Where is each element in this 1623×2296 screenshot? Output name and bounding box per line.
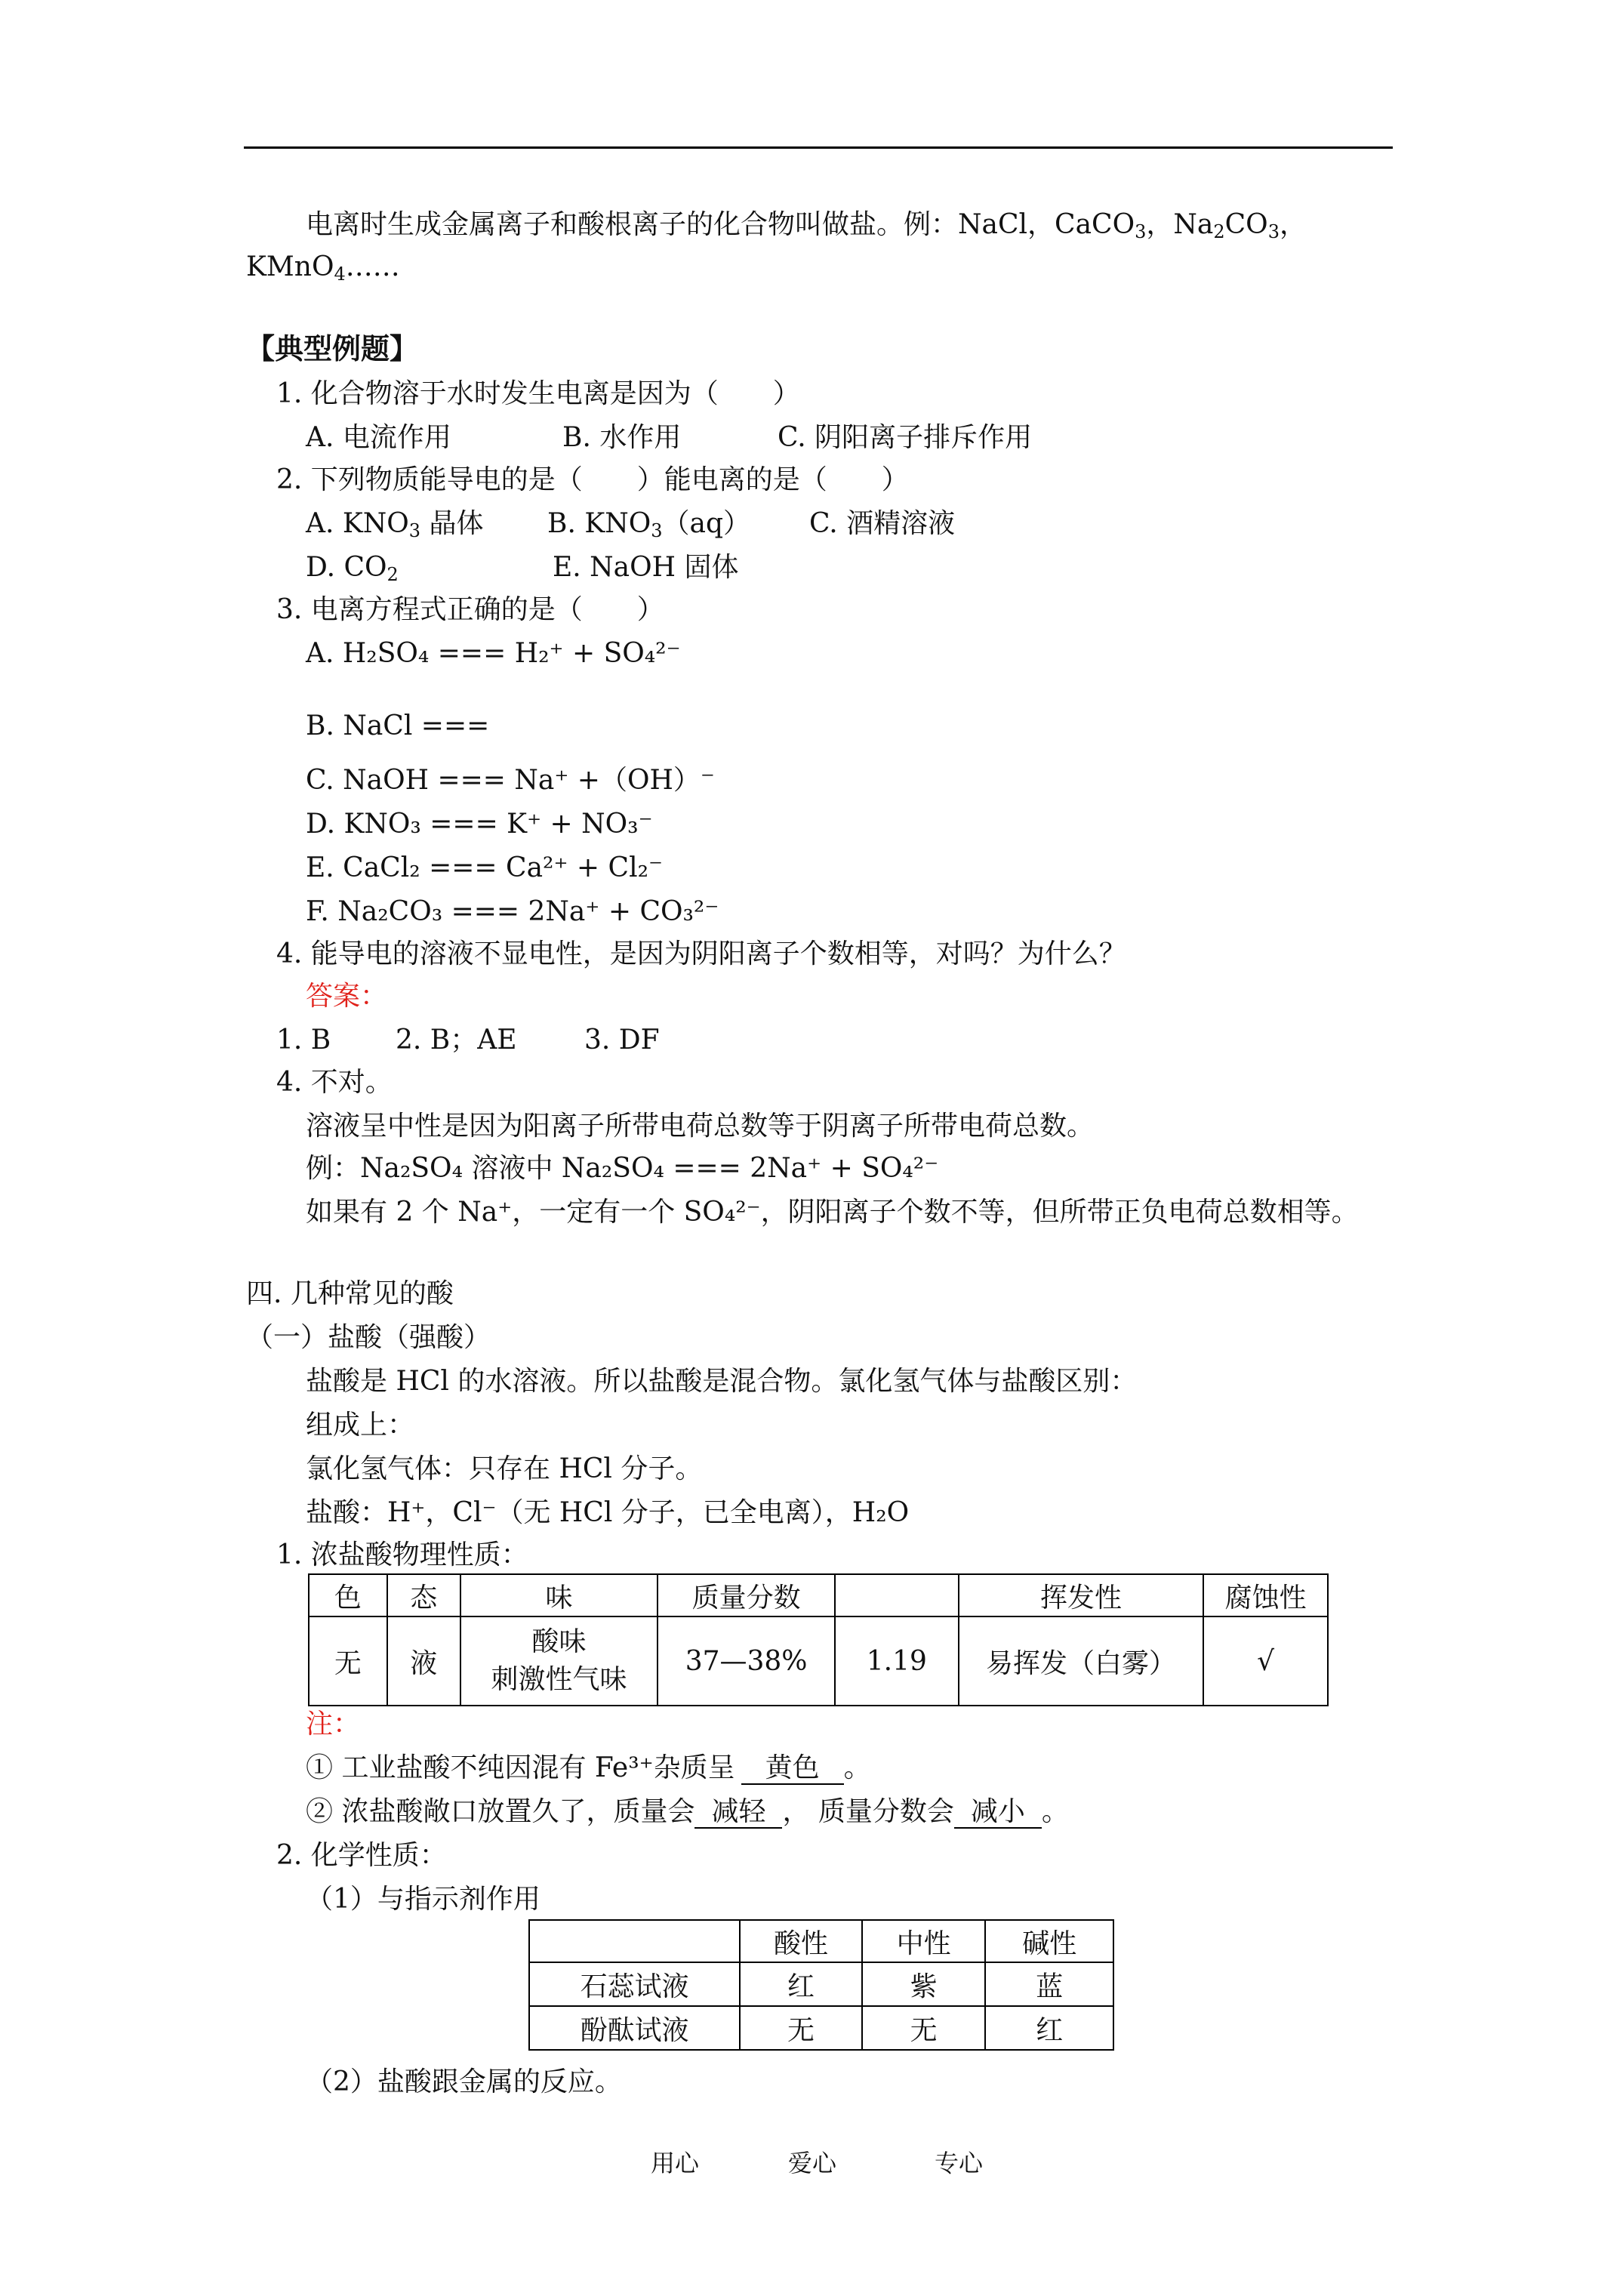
answer-4-line-1: 溶液呈中性是因为阳离子所带电荷总数等于阴离子所带电荷总数。	[306, 1111, 1095, 1142]
note-1-answer-blank: 黄色	[741, 1753, 844, 1785]
table-cell: 红	[740, 1962, 862, 2006]
answer-3: 3. DF	[584, 1025, 660, 1056]
part4-para-1: 盐酸是 HCl 的水溶液。所以盐酸是混合物。氯化氢气体与盐酸区别：	[306, 1366, 1138, 1397]
note-2-answer-blank-2: 减小	[954, 1797, 1042, 1829]
sub-item-2: （2）盐酸跟金属的反应。	[306, 2066, 622, 2097]
table-cell: 酚酞试液	[529, 2006, 740, 2050]
question-3: 3. 电离方程式正确的是（ ）	[276, 594, 664, 625]
q2-option-b: B. $KNO_3(aq)$	[547, 508, 751, 541]
item-1-title: 1. 浓盐酸物理性质：	[276, 1539, 528, 1570]
note-2: ② 浓盐酸敞口放置久了，质量会 减轻 ， 质量分数会 减小 。	[306, 1796, 1069, 1827]
q3-option-d: D. KNO₃ === K⁺ + NO₃⁻	[306, 809, 653, 840]
part4-title: 四. 几种常见的酸	[246, 1278, 454, 1309]
q3-option-b: B. NaCl ===	[306, 710, 490, 741]
item-2-title: 2. 化学性质：	[276, 1840, 447, 1871]
note-label: 注：	[306, 1709, 361, 1740]
q3-option-e: E. CaCl₂ === Ca²⁺ + Cl₂⁻	[306, 852, 664, 883]
part4-para-4: 盐酸：H⁺，Cl⁻（无 HCl 分子，已全电离），H₂O	[306, 1497, 910, 1528]
table-cell: 红	[985, 2006, 1113, 2050]
note-1: ① 工业盐酸不纯因混有 Fe³⁺杂质呈 黄色 。	[306, 1752, 871, 1783]
header-cell: 色	[309, 1574, 387, 1616]
table-cell	[460, 1616, 658, 1706]
footer-text-1: 用心	[651, 2149, 700, 2177]
header-cell: 中性	[862, 1920, 986, 1962]
q2-option-a: A. $KNO_3$ 晶体	[306, 508, 484, 541]
smell-line-2: 刺激性气味	[491, 1664, 627, 1695]
table-cell: 蓝	[985, 1962, 1113, 2006]
answer-4: 4. 不对。	[276, 1067, 393, 1098]
table-header-row	[309, 1574, 1328, 1616]
header-cell: 碱性	[985, 1920, 1113, 1962]
physical-properties-table	[308, 1573, 1329, 1706]
question-4: 4. 能导电的溶液不显电性，是因为阴阳离子个数相等，对吗？为什么？	[276, 938, 1126, 969]
header-cell: 味	[460, 1574, 658, 1616]
question-1: 1. 化合物溶于水时发生电离是因为（ ）	[276, 378, 800, 409]
question-2: 2. 下列物质能导电的是（ ）能电离的是（ ）	[276, 464, 909, 495]
q2-option-c: C. 酒精溶液	[809, 508, 956, 539]
q1-option-b: B. 水作用	[562, 422, 682, 453]
table-cell: 1.19	[835, 1616, 959, 1706]
header-rule	[244, 146, 1393, 149]
table-cell: 无	[309, 1616, 387, 1706]
sub-item-1: （1）与指示剂作用	[306, 1884, 540, 1915]
q2-option-e: E. NaOH 固体	[553, 552, 739, 583]
answer-4-line-2: 例：Na₂SO₄ 溶液中 Na₂SO₄ === 2Na⁺ + SO₄²⁻	[306, 1153, 939, 1184]
header-cell: 腐蚀性	[1203, 1574, 1328, 1616]
table-cell: 无	[740, 2006, 862, 2050]
intro-line-2: KMnO$_4$……	[246, 251, 400, 285]
table-cell: 紫	[862, 1962, 986, 2006]
answer-1: 1. B	[276, 1025, 331, 1056]
table-cell: 37—38%	[658, 1616, 835, 1706]
q3-option-a: A. H₂SO₄ === H₂⁺ + SO₄²⁻	[306, 638, 681, 669]
intro-line-1: 电离时生成金属离子和酸根离子的化合物叫做盐。例：NaCl，CaCO$_3$，$Na_2CO_3$，	[306, 209, 1307, 242]
table-cell: 无	[862, 2006, 986, 2050]
table-row	[529, 1962, 1113, 2006]
note-2-answer-blank-1: 减轻	[694, 1797, 782, 1829]
answers-label: 答案：	[306, 981, 388, 1012]
q2-option-d: D. $CO_2$	[306, 552, 399, 585]
header-cell	[529, 1920, 740, 1962]
header-cell	[835, 1574, 959, 1616]
section-title: 【典型例题】	[246, 331, 419, 365]
header-cell: 酸性	[740, 1920, 862, 1962]
header-cell: 挥发性	[959, 1574, 1203, 1616]
q1-option-c: C. 阴阳离子排斥作用	[778, 422, 1033, 453]
answer-2: 2. B；AE	[396, 1025, 517, 1056]
q3-option-c: C. NaOH === Na⁺ +（OH）⁻	[306, 765, 715, 796]
table-header-row	[529, 1920, 1113, 1962]
part4-para-2: 组成上：	[306, 1410, 415, 1441]
q1-option-a: A. 电流作用	[306, 422, 451, 453]
table-cell: √	[1203, 1616, 1328, 1706]
smell-line-1: 酸味	[531, 1626, 587, 1657]
indicator-table	[528, 1919, 1114, 2051]
footer-text-3: 专心	[935, 2149, 984, 2177]
answer-4-line-3: 如果有 2 个 Na⁺，一定有一个 SO₄²⁻，阴阳离子个数不等，但所带正负电荷总数相等。	[306, 1197, 1359, 1228]
table-cell: 石蕊试液	[529, 1962, 740, 2006]
table-row	[309, 1616, 1328, 1706]
table-cell: 液	[387, 1616, 460, 1706]
header-cell: 态	[387, 1574, 460, 1616]
header-cell: 质量分数	[658, 1574, 835, 1616]
q3-option-f: F. Na₂CO₃ === 2Na⁺ + CO₃²⁻	[306, 896, 719, 927]
part4-subtitle: （一）盐酸（强酸）	[246, 1322, 491, 1353]
part4-para-3: 氯化氢气体：只存在 HCl 分子。	[306, 1453, 703, 1484]
footer-text-2: 爱心	[788, 2149, 837, 2177]
table-row	[529, 2006, 1113, 2050]
table-cell: 易挥发（白雾）	[959, 1616, 1203, 1706]
